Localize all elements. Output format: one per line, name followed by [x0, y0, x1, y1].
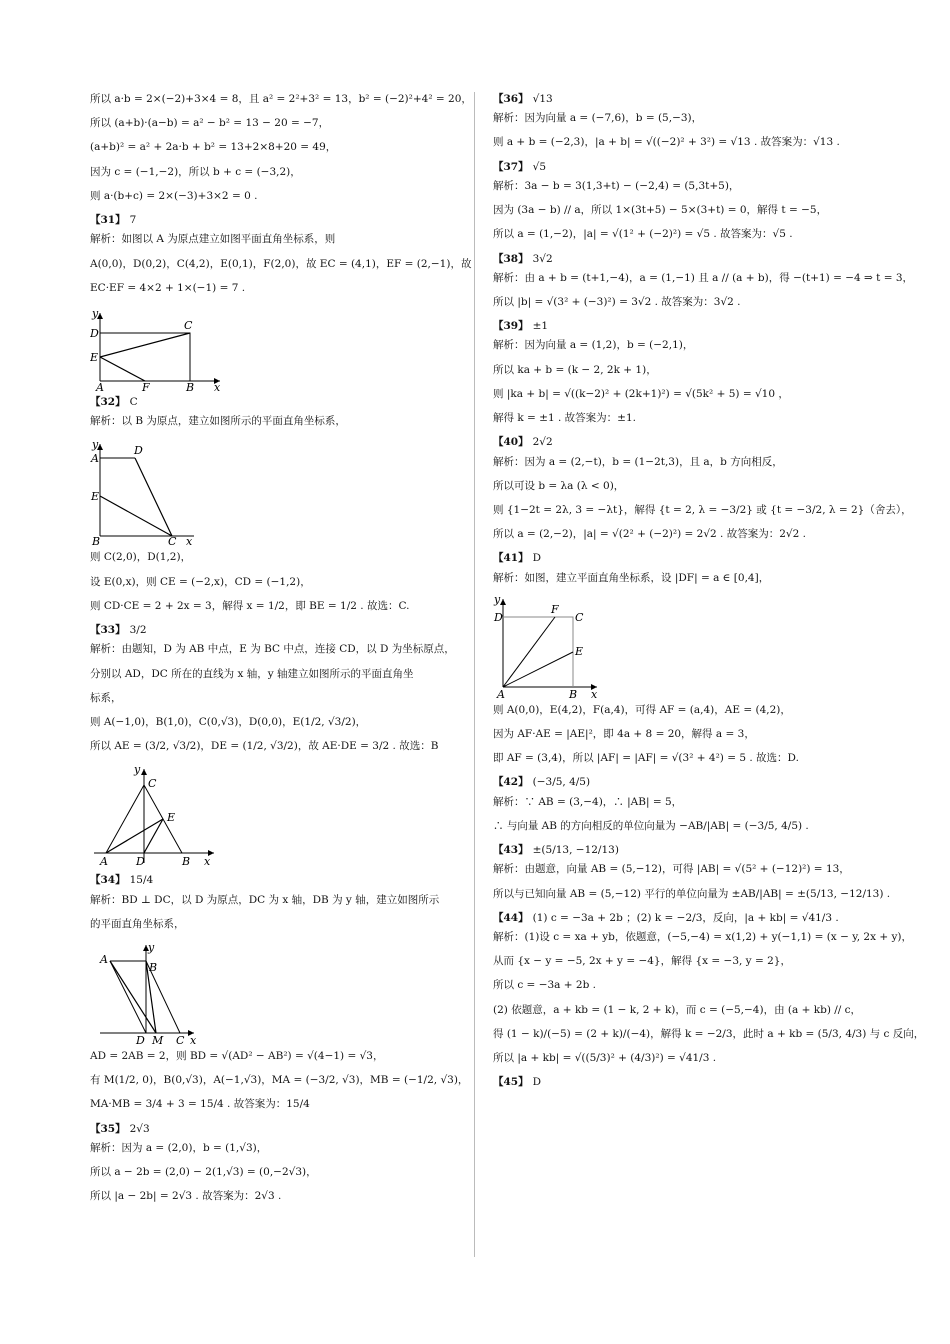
fig-label: y	[134, 763, 141, 777]
text-line: (a+b)² = a² + 2a·b + b² = 13+2×8+20 = 49，	[90, 141, 337, 154]
fig-label: B	[182, 855, 191, 869]
text-line: 则 C(2,0)，D(1,2)，	[90, 551, 192, 564]
text-line: 解析：如图以 A 为原点建立如图平面直角坐标系，则	[90, 233, 336, 246]
text-line: 所以 c = −3a + 2b .	[493, 979, 596, 992]
text-line: 因为 (3a − b) // a，所以 1×(3t+5) − 5×(3+t) = 0，解得 t = −5，	[493, 204, 828, 217]
fig-label: y	[148, 941, 155, 955]
text-line: 设 E(0,x)，则 CE = (−2,x)，CD = (−1,2)，	[90, 575, 311, 588]
answer: √13	[532, 93, 553, 105]
question-number: 【45】	[493, 1076, 529, 1089]
fig-label: E	[575, 644, 584, 658]
right-column	[493, 92, 925, 1095]
text-line: 得 (1 − k)/(−5) = (2 + k)/(−4)，解得 k = −2/3，此时 a + kb = (5/3, 4/3) 与 c 反向，	[493, 1027, 925, 1040]
figure-q31	[90, 305, 230, 391]
text-line: 则 CD·CE = 2 + 2x = 3，解得 x = 1/2，即 BE = 1/2 . 故选：C.	[90, 599, 410, 612]
fig-label: B	[569, 687, 578, 699]
text-line: 从而 {x − y = −5, 2x + y = −4}，解得 {x = −3, y = 2}，	[493, 955, 791, 968]
fig-label: A	[96, 380, 104, 391]
question-header-45	[493, 1075, 868, 1090]
text-line: 解析：由 a + b = (t+1,−4)，a = (1,−1) 且 a // (a + b)，得 −(t+1) = −4 ⇒ t = 3，	[493, 271, 914, 284]
figure-q33	[90, 763, 220, 869]
text-line: 则 a·(b+c) = 2×(−3)+3×2 = 0 .	[90, 189, 258, 202]
text-line: 则 A(−1,0)，B(1,0)，C(0,√3)，D(0,0)，E(1/2, √3/2)，	[90, 715, 367, 728]
question-header-33	[90, 623, 465, 638]
question-number: 【32】	[90, 395, 126, 408]
answer: D	[532, 552, 542, 565]
text-line: 解析：由题知，D 为 AB 中点，E 为 BC 中点，连接 CD，以 D 为坐标原点，	[90, 643, 455, 656]
answer: 2√3	[129, 1122, 150, 1135]
text-line: 所以与已知向量 AB = (5,−12) 平行的单位向量为 ±AB/|AB| = ±(5/13, −12/13) .	[493, 887, 891, 900]
text-line: 即 AF = (3,4)，所以 |AF| = |AF| = √(3² + 4²) = 5 . 故选：D.	[493, 752, 799, 765]
question-header-36	[493, 92, 868, 107]
answer: 3/2	[129, 624, 147, 637]
fig-label: y	[92, 306, 99, 320]
text-line: 解析：因为 a = (2,−t)，b = (1−2t,3)，且 a，b 方向相反，	[493, 455, 783, 468]
answer: 15/4	[129, 874, 154, 887]
question-number: 【36】	[493, 93, 529, 105]
question-header-32	[90, 395, 465, 410]
answer: 2√2	[532, 436, 553, 449]
text-line: 所以可设 b = λa (λ < 0)，	[493, 479, 625, 492]
text-line: 则 a + b = (−2,3)，|a + b| = √((−2)² + 3²) = √13 . 故答案为：√13 .	[493, 136, 840, 149]
question-header-37	[493, 160, 868, 175]
fig-label: C	[168, 535, 177, 547]
answer: 3√2	[532, 252, 553, 265]
text-line: 则 A(0,0)，E(4,2)，F(a,4)，可得 AF = (a,4)，AE = (4,2)，	[493, 703, 791, 716]
text-line: 有 M(1/2, 0)，B(0,√3)，A(−1,√3)，MA = (−3/2, √3)，MB = (−1/2, √3)，	[90, 1074, 469, 1087]
fig-label: C	[184, 318, 193, 332]
text-line: 解析：因为向量 a = (1,2)，b = (−2,1)，	[493, 339, 694, 352]
text-line: 解析：3a − b = 3(1,3+t) − (−2,4) = (5,3t+5)，	[493, 179, 740, 192]
fig-label: E	[91, 490, 100, 504]
answer: D	[532, 1076, 542, 1089]
text-line: 解析：∵ AB = (3,−4)，∴ |AB| = 5，	[493, 795, 683, 808]
question-number: 【33】	[90, 624, 126, 637]
fig-label: y	[494, 594, 501, 606]
question-number: 【35】	[90, 1122, 126, 1135]
text-line: 所以 a = (1,−2)，|a| = √(1² + (−2)²) = √5 . 故答案为：√5 .	[493, 228, 793, 241]
fig-label: A	[100, 953, 108, 967]
text-line: 因为 c = (−1,−2)，所以 b + c = (−3,2)，	[90, 165, 301, 178]
fig-label: x	[204, 855, 211, 869]
text-line: 的平面直角坐标系，	[90, 917, 185, 930]
fig-label: C	[176, 1034, 185, 1046]
text-line: 解析：因为向量 a = (−7,6)，b = (5,−3)，	[493, 112, 703, 125]
text-line: 解析：因为 a = (2,0)，b = (1,√3)，	[90, 1141, 268, 1154]
question-number: 【42】	[493, 776, 529, 789]
text-line: 解得 k = ±1 . 故答案为：±1.	[493, 412, 636, 425]
fig-label: A	[91, 452, 99, 466]
fig-label: E	[90, 350, 99, 364]
fig-label: C	[148, 777, 157, 791]
fig-label: B	[149, 961, 158, 975]
fig-label: F	[142, 380, 150, 391]
answer: ±(5/13, −12/13)	[532, 844, 619, 857]
fig-label: C	[575, 610, 584, 624]
text-line: 所以 (a+b)·(a−b) = a² − b² = 13 − 20 = −7，	[90, 117, 330, 130]
text-line: MA·MB = 3/4 + 3 = 15/4 . 故答案为：15/4	[90, 1098, 310, 1111]
fig-label: D	[494, 610, 503, 624]
text-line: EC·EF = 4×2 + 1×(−1) = 7 .	[90, 281, 246, 294]
fig-label: B	[92, 535, 101, 547]
text-line: 则 {1−2t = 2λ, 3 = −λt}，解得 {t = 2, λ = −3/2} 或 {t = −3/2, λ = 2}（舍去），	[493, 503, 912, 516]
fig-label: F	[551, 602, 559, 616]
question-header-42	[493, 775, 868, 790]
text-line: 所以 a − 2b = (2,0) − 2(1,√3) = (0,−2√3)，	[90, 1166, 317, 1179]
question-number: 【44】	[493, 911, 529, 924]
text-line: 所以 |a + kb| = √((5/3)² + (4/3)²) = √41/3 .	[493, 1052, 717, 1065]
column-divider	[474, 92, 475, 1257]
question-header-34	[90, 873, 465, 888]
text-line: 因为 AF·AE = |AE|²，即 4a + 8 = 20，解得 a = 3，	[493, 728, 755, 741]
question-number: 【31】	[90, 214, 126, 227]
question-number: 【37】	[493, 160, 529, 173]
text-line: ∴ 与向量 AB 的方向相反的单位向量为 −AB/|AB| = (−3/5, 4/5) .	[493, 819, 809, 832]
question-number: 【39】	[493, 320, 529, 333]
question-header-38	[493, 252, 868, 267]
answer: ±1	[532, 320, 549, 333]
text-line: (2) 依题意，a + kb = (1 − k, 2 + k)，而 c = (−5,−4)，由 (a + kb) // c，	[493, 1003, 862, 1016]
question-number: 【34】	[90, 874, 126, 887]
answer: √5	[532, 160, 546, 173]
text-line: 所以 AE = (3/2, √3/2)，DE = (1/2, √3/2)，故 AE·DE = 3/2 . 故选：B	[90, 740, 439, 753]
question-number: 【40】	[493, 436, 529, 449]
fig-label: y	[92, 438, 99, 452]
text-line: 解析：由题意，向量 AB = (5,−12)，可得 |AB| = √(5² + (−12)²) = 13，	[493, 863, 850, 876]
fig-label: D	[90, 326, 99, 340]
question-number: 【38】	[493, 252, 529, 265]
answer: (−3/5, 4/5)	[532, 776, 591, 789]
figure-q34	[90, 941, 200, 1045]
fig-label: A	[497, 687, 505, 699]
text-line: 解析：如图，建立平面直角坐标系，设 |DF| = a ∈ [0,4]，	[493, 571, 770, 584]
fig-label: A	[100, 855, 108, 869]
question-number: 【41】	[493, 552, 529, 565]
question-number: 【43】	[493, 844, 529, 857]
text-line: 解析：(1)设 c = xa + yb，依题意，(−5,−4) = x(1,2) + y(−1,1) = (x − y, 2x + y)，	[493, 931, 913, 943]
answer: C	[129, 395, 138, 408]
fig-label: M	[152, 1034, 164, 1046]
question-header-43	[493, 843, 868, 858]
fig-label: x	[186, 535, 193, 547]
text-line: 解析：以 B 为原点，建立如图所示的平面直角坐标系，	[90, 415, 346, 428]
text-line: 分别以 AD，DC 所在的直线为 x 轴，y 轴建立如图所示的平面直角坐	[90, 667, 414, 680]
fig-label: D	[136, 1034, 145, 1046]
fig-label: x	[591, 687, 598, 699]
text-line: A(0,0)，D(0,2)，C(4,2)，E(0,1)，F(2,0)，故 EC = (4,1)，EF = (2,−1)，故	[90, 257, 472, 270]
text-line: 则 |ka + b| = √((k−2)² + (2k+1)²) = √(5k² + 5) = √10 ，	[493, 387, 789, 400]
fig-label: D	[134, 444, 143, 458]
text-line: 所以 ka + b = (k − 2, 2k + 1)，	[493, 363, 657, 376]
answer: 7	[129, 214, 137, 227]
figure-q32	[90, 438, 200, 546]
text-line: AD = 2AB = 2，则 BD = √(AD² − AB²) = √(4−1) = √3，	[90, 1050, 384, 1063]
text-line: 标系，	[90, 691, 122, 704]
question-header-40	[493, 435, 868, 450]
text-line: 所以 a·b = 2×(−2)+3×4 = 8，且 a² = 2²+3² = 13，b² = (−2)²+4² = 20，	[90, 93, 472, 105]
fig-label: D	[136, 855, 145, 869]
figure-q41	[493, 595, 603, 699]
text-line: 所以 a = (2,−2)，|a| = √(2² + (−2)²) = 2√2 . 故答案为：2√2 .	[493, 528, 806, 541]
text-line: 所以 |a − 2b| = 2√3 . 故答案为：2√3 .	[90, 1190, 282, 1203]
question-header-39	[493, 319, 868, 334]
answer: (1) c = −3a + 2b ；(2) k = −2/3，反向，|a + kb| = √41/3 .	[532, 911, 839, 924]
text-line: 所以 |b| = √(3² + (−3)²) = 3√2 . 故答案为：3√2 .	[493, 295, 741, 308]
text-line: 解析：BD ⊥ DC，以 D 为原点，DC 为 x 轴，DB 为 y 轴，建立如图所示	[90, 893, 440, 906]
question-header-35	[90, 1122, 465, 1137]
fig-label: x	[190, 1034, 197, 1046]
question-header-31	[90, 213, 465, 228]
fig-label: B	[186, 380, 195, 391]
left-column	[90, 92, 472, 1214]
question-header-44	[493, 911, 868, 926]
question-header-41	[493, 551, 868, 566]
fig-label: E	[167, 811, 176, 825]
fig-label: x	[214, 380, 221, 391]
